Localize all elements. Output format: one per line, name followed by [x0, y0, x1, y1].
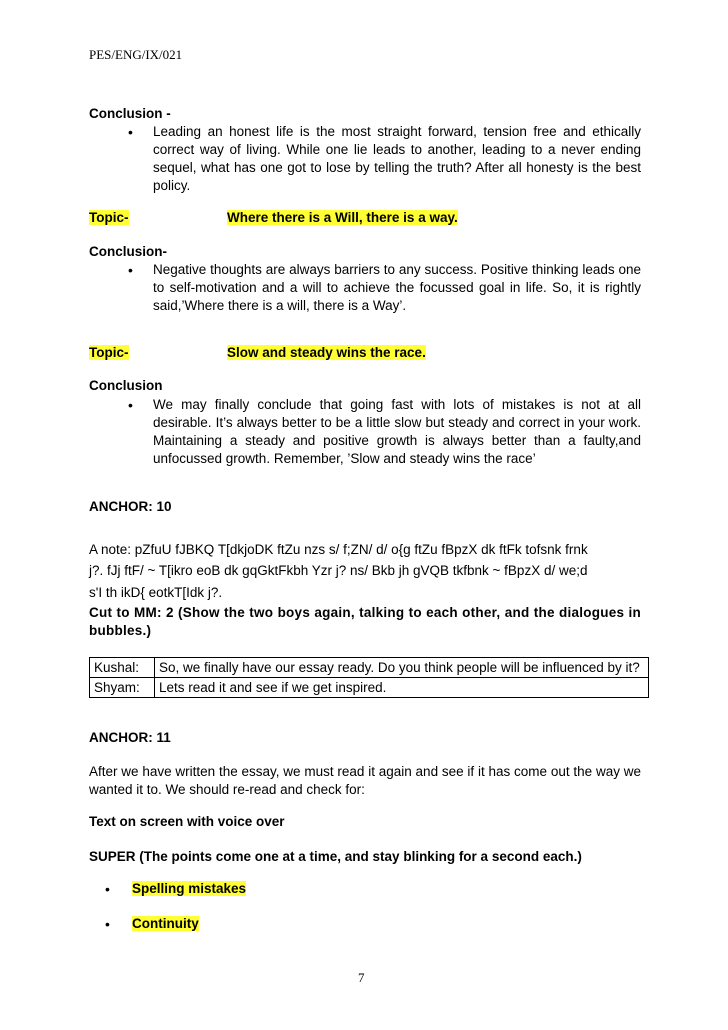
conclusion-heading: Conclusion - [89, 106, 171, 121]
conclusion-bullet-text: Negative thoughts are always barriers to any success. Positive thinking leads one to self-motivation and a will to achieve the focussed goal in life. So, it is rightly said,’Where there is a will, there is a Way’. [153, 262, 641, 313]
dialogue-cell: Lets read it and see if we get inspired. [155, 678, 649, 698]
conclusion-bullet-text: Leading an honest life is the most straight forward, tension free and ethically correct way of living. While one lie leads to another, leading to a never ending sequel, what has one got to lose by telling the truth? After all honesty is the best policy. [153, 124, 641, 193]
topic-title: Slow and steady wins the race. [227, 345, 426, 360]
dialogue-cell: So, we finally have our essay ready. Do you think people will be influenced by it? [155, 658, 649, 678]
bullet-icon: • [128, 397, 133, 413]
checklist-item: Spelling mistakes [132, 881, 247, 896]
note-line: j?. fJj ftF/ ~ T[ikro eoB dk gqGktFkbh Yzr j? ns/ Bkb jh gVQB tkfbnk ~ fBpzX d/ we;d [89, 563, 588, 578]
topic-title: Where there is a Will, there is a way. [227, 210, 458, 225]
document-code: PES/ENG/IX/021 [89, 47, 183, 62]
conclusion-bullet-text: We may finally conclude that going fast with lots of mistakes is not at all desirable. It’s always better to be a little slow but steady and correct in your work. Maintaining a steady and positive growth is always better than a faulty,and unfocussed growth. Remember, ’Slow and steady wins the race’ [153, 397, 641, 466]
note-line: A note: pZfuU fJBKQ T[dkjoDK ftZu nzs s/ f;ZN/ d/ o{g ftZu fBpzX dk ftFk tofsnk frnk [89, 542, 588, 557]
anchor-heading: ANCHOR: 10 [89, 499, 172, 514]
page-number: 7 [358, 970, 365, 985]
anchor-heading: ANCHOR: 11 [89, 730, 171, 745]
speaker-cell: Kushal: [90, 658, 155, 678]
note-line: s'I th ikD{ eotkT[Idk j?. [89, 585, 223, 600]
super-heading: SUPER (The points come one at a time, and stay blinking for a second each.) [89, 849, 582, 864]
checklist-item: Continuity [132, 916, 199, 931]
cut-instruction: Cut to MM: 2 (Show the two boys again, talking to each other, and the dialogues in bubbles.) [89, 605, 641, 638]
bullet-icon: • [128, 124, 133, 140]
dialogue-table [89, 657, 649, 698]
topic-label: Topic- [89, 345, 129, 360]
text-on-screen-heading: Text on screen with voice over [89, 814, 285, 829]
anchor-paragraph: After we have written the essay, we must read it again and see if it has come out the way we wanted it to. We should re-read and check for: [89, 764, 641, 797]
topic-label: Topic- [89, 210, 129, 225]
conclusion-heading: Conclusion [89, 378, 163, 393]
table-row [90, 678, 649, 698]
speaker-cell: Shyam: [90, 678, 155, 698]
bullet-icon: • [105, 881, 110, 897]
table-row [90, 658, 649, 678]
bullet-icon: • [105, 916, 110, 932]
conclusion-heading: Conclusion- [89, 244, 167, 259]
bullet-icon: • [128, 262, 133, 278]
